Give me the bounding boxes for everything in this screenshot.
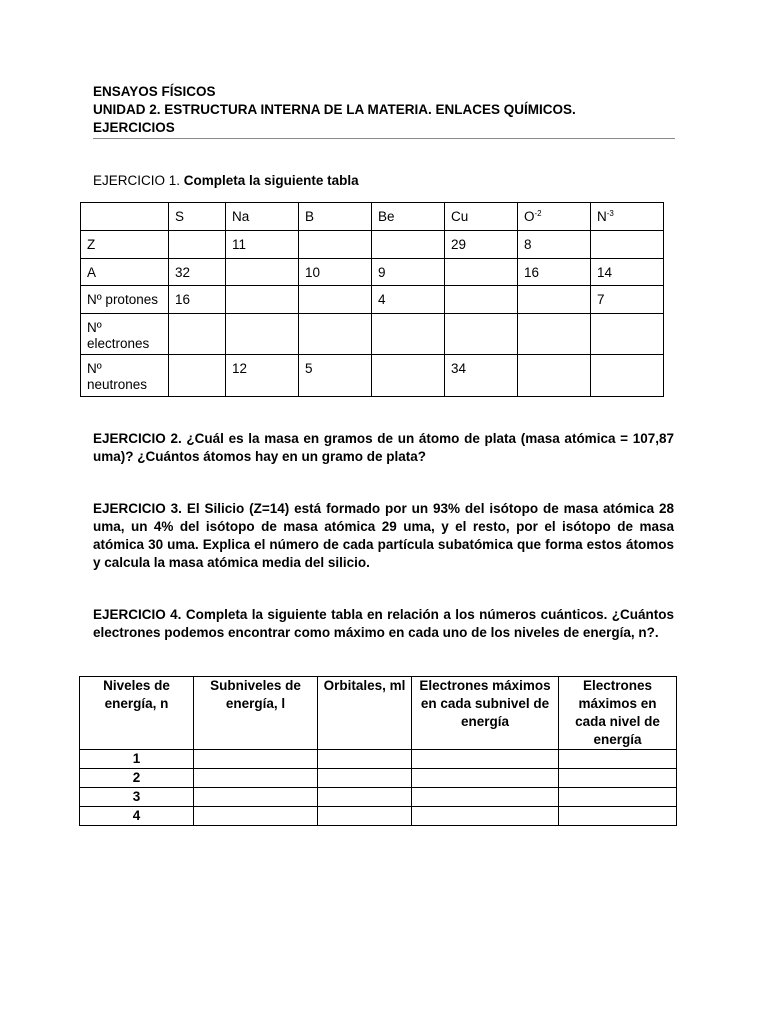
table-cell[interactable] — [591, 314, 664, 355]
header-cell: Orbitales, ml — [318, 677, 412, 750]
table-cell[interactable] — [518, 355, 591, 397]
table-cell[interactable]: 5 — [299, 355, 372, 397]
table-cell[interactable]: 4 — [372, 286, 445, 314]
row-label-line: Nº — [87, 361, 102, 376]
level-cell: 1 — [80, 750, 194, 769]
ion-symbol: N — [597, 209, 607, 224]
table-cell[interactable] — [372, 355, 445, 397]
ion-symbol: O — [524, 209, 535, 224]
table-row — [80, 788, 677, 807]
table-cell[interactable] — [412, 750, 559, 769]
level-cell: 4 — [80, 807, 194, 826]
ion-charge: -2 — [534, 209, 542, 218]
table-cell[interactable]: 32 — [169, 259, 226, 286]
section-title: EJERCICIOS — [93, 120, 175, 135]
table-row — [80, 769, 677, 788]
table-header-row — [81, 203, 664, 231]
table-cell[interactable] — [169, 355, 226, 397]
level-cell: 3 — [80, 788, 194, 807]
row-label: A — [81, 259, 169, 286]
table-cell[interactable]: 7 — [591, 286, 664, 314]
header-cell-empty — [81, 203, 169, 231]
exercise-3-text: EJERCICIO 3. El Silicio (Z=14) está formado por un 93% del isótopo de masa atómica 28 uma, un 4% del isótopo de masa atómica 29 uma, y el resto, por el isótopo de masa atómica 30 uma. Explica el número de cada partícula subatómica que forma estos átomos y calcula la masa atómica media del silicio. — [93, 501, 674, 570]
table-cell[interactable] — [559, 769, 677, 788]
table-row-neutrons — [81, 355, 664, 397]
table-cell[interactable] — [318, 788, 412, 807]
table-cell[interactable] — [194, 769, 318, 788]
table-cell[interactable] — [559, 807, 677, 826]
table-cell[interactable] — [518, 314, 591, 355]
table-cell[interactable] — [299, 231, 372, 259]
table-cell[interactable] — [318, 807, 412, 826]
table-cell[interactable] — [518, 286, 591, 314]
table-cell[interactable] — [318, 750, 412, 769]
table-cell[interactable]: 12 — [226, 355, 299, 397]
table-row — [80, 807, 677, 826]
table-cell[interactable] — [194, 807, 318, 826]
table-row-electrons — [81, 314, 664, 355]
exercise-1-title — [93, 172, 359, 190]
exercise-1-text: Completa la siguiente tabla — [183, 173, 359, 188]
table-cell[interactable] — [412, 807, 559, 826]
unit-title: UNIDAD 2. ESTRUCTURA INTERNA DE LA MATERIA. ENLACES QUÍMICOS. — [93, 102, 576, 117]
exercise-1-label: EJERCICIO 1. — [93, 173, 181, 188]
header-cell: Be — [372, 203, 445, 231]
exercise-4-text: EJERCICIO 4. Completa la siguiente tabla en relación a los números cuánticos. ¿Cuántos electrones podemos encontrar como máximo en cada uno de los niveles de energía, n?. — [93, 607, 674, 640]
table-cell[interactable] — [169, 231, 226, 259]
table-cell[interactable]: 16 — [518, 259, 591, 286]
table-cell[interactable] — [226, 286, 299, 314]
table-cell[interactable] — [372, 231, 445, 259]
table-row-protons — [81, 286, 664, 314]
row-label: Z — [81, 231, 169, 259]
exercise-2-text: EJERCICIO 2. ¿Cuál es la masa en gramos de un átomo de plata (masa atómica = 107,87 uma)? ¿Cuántos átomos hay en un gramo de plata? — [93, 431, 674, 464]
header-cell-oxygen-ion — [518, 203, 591, 231]
table-row-z — [81, 231, 664, 259]
header-cell: Niveles de energía, n — [80, 677, 194, 750]
table-cell[interactable]: 9 — [372, 259, 445, 286]
ion-charge: -3 — [606, 209, 614, 218]
table-cell[interactable] — [169, 314, 226, 355]
table-cell[interactable] — [412, 788, 559, 807]
table-cell[interactable] — [412, 769, 559, 788]
header-cell: Electrones máximos en cada subnivel de energía — [412, 677, 559, 750]
row-label-line: neutrones — [87, 377, 148, 392]
table-cell[interactable] — [318, 769, 412, 788]
table-cell[interactable]: 16 — [169, 286, 226, 314]
table-cell[interactable] — [226, 259, 299, 286]
header-cell: Cu — [445, 203, 518, 231]
table-cell[interactable] — [445, 314, 518, 355]
row-label-line: Nº — [87, 320, 102, 335]
table-cell[interactable] — [559, 750, 677, 769]
table-cell[interactable] — [194, 750, 318, 769]
table-cell[interactable]: 11 — [226, 231, 299, 259]
header-cell: B — [299, 203, 372, 231]
row-label — [81, 355, 169, 397]
table-cell[interactable]: 10 — [299, 259, 372, 286]
course-title: ENSAYOS FÍSICOS — [93, 84, 216, 99]
row-label — [81, 314, 169, 355]
table-cell[interactable]: 14 — [591, 259, 664, 286]
level-cell: 2 — [80, 769, 194, 788]
header-cell-nitrogen-ion — [591, 203, 664, 231]
table-cell[interactable] — [226, 314, 299, 355]
table-cell[interactable]: 34 — [445, 355, 518, 397]
table-cell[interactable] — [299, 314, 372, 355]
header-cell: Subniveles de energía, l — [194, 677, 318, 750]
row-label: Nº protones — [81, 286, 169, 314]
table-cell[interactable] — [591, 355, 664, 397]
quantum-numbers-table — [79, 676, 677, 826]
table-cell[interactable] — [299, 286, 372, 314]
table-header-row — [80, 677, 677, 750]
table-cell[interactable] — [445, 286, 518, 314]
header-cell: Na — [226, 203, 299, 231]
table-cell[interactable]: 8 — [518, 231, 591, 259]
table-cell[interactable] — [372, 314, 445, 355]
table-cell[interactable] — [194, 788, 318, 807]
table-row-a — [81, 259, 664, 286]
header-cell: Electrones máximos en cada nivel de energía — [559, 677, 677, 750]
header-cell: S — [169, 203, 226, 231]
table-cell[interactable] — [559, 788, 677, 807]
table-cell[interactable]: 29 — [445, 231, 518, 259]
table-cell[interactable] — [445, 259, 518, 286]
table-row — [80, 750, 677, 769]
document-header — [93, 83, 675, 139]
row-label-line: electrones — [87, 336, 150, 351]
table-cell[interactable] — [591, 231, 664, 259]
exercise-1-table — [80, 202, 664, 397]
